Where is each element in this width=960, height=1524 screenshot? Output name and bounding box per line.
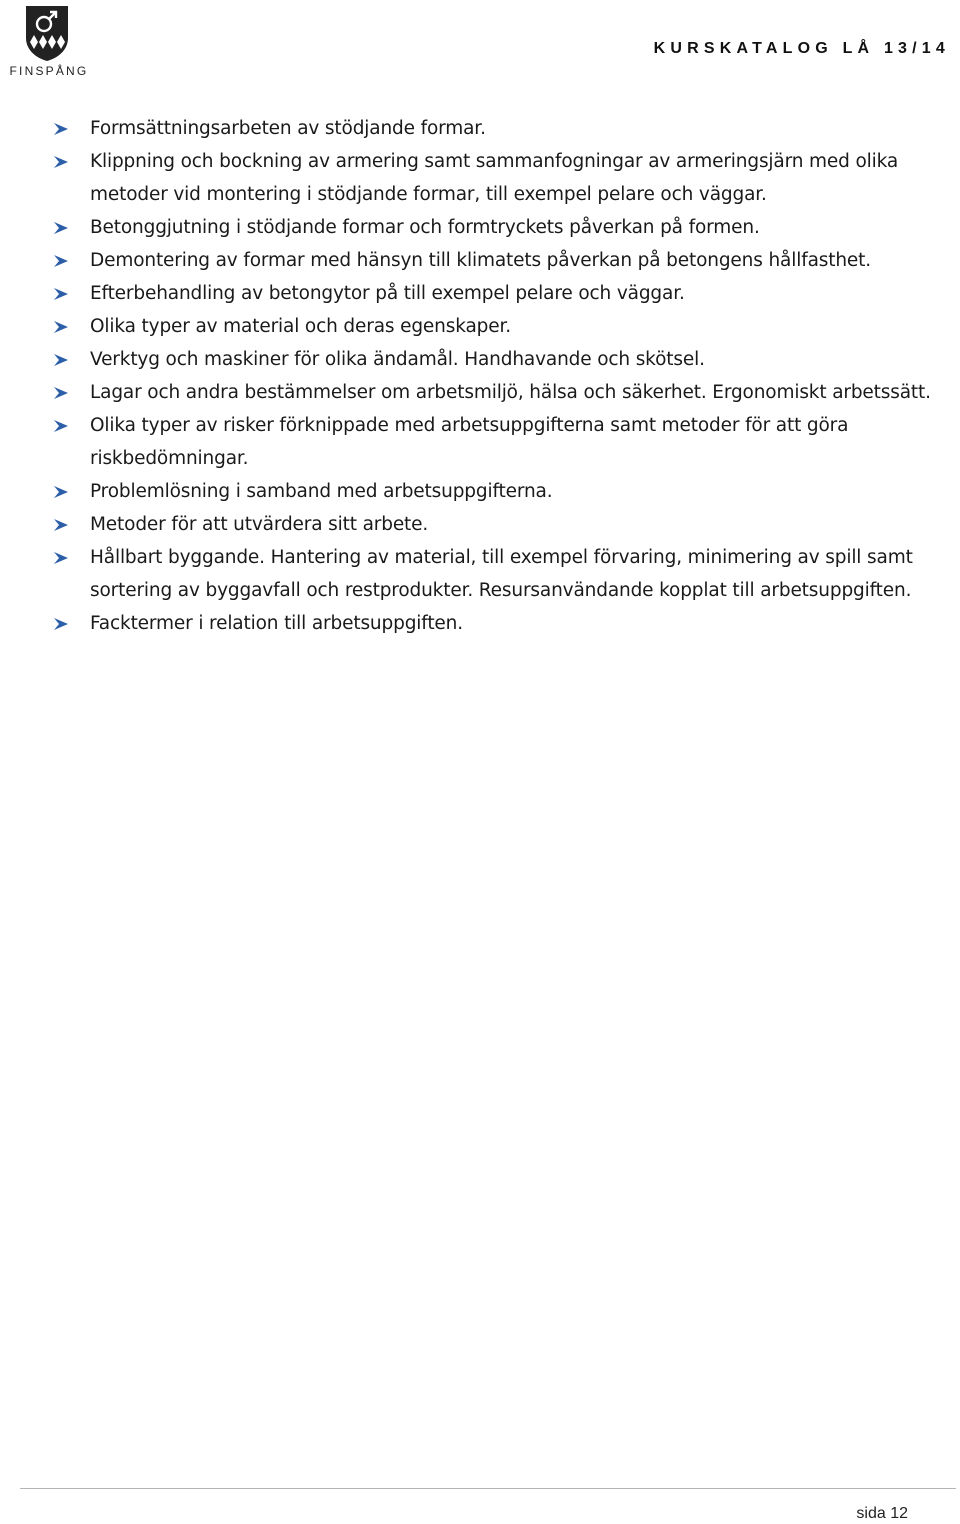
page-number: sida 12: [856, 1505, 908, 1522]
arrow-bullet-icon: [54, 255, 68, 267]
list-item: [48, 409, 953, 475]
coat-of-arms-icon: [4, 4, 90, 62]
list-item-text: Lagar och andra bestämmelser om arbetsmiljö, hälsa och säkerhet. Ergonomiskt arbetssätt.: [90, 382, 931, 403]
arrow-bullet-icon: [54, 354, 68, 366]
list-item: [48, 343, 953, 376]
arrow-bullet-icon: [54, 321, 68, 333]
arrow-bullet-icon: [54, 156, 68, 168]
list-item: [48, 376, 953, 409]
finspang-logo: [4, 4, 90, 80]
list-item-text: Facktermer i relation till arbetsuppgiften.: [90, 613, 463, 634]
list-item: [48, 607, 953, 640]
logo-text: FINSPÅNG: [9, 64, 89, 78]
arrow-bullet-icon: [54, 420, 68, 432]
list-item-text: Hållbart byggande. Hantering av material, till exempel förvaring, minimering av spill samt sortering av byggavfall och restprodukter. Resursanvändande kopplat till arbetsuppgiften.: [90, 547, 913, 601]
list-item-text: Olika typer av material och deras egenskaper.: [90, 316, 511, 337]
list-item: [48, 310, 953, 343]
list-item: [48, 112, 953, 145]
arrow-bullet-icon: [54, 486, 68, 498]
list-item: [48, 211, 953, 244]
list-item: [48, 145, 953, 211]
list-item: [48, 475, 953, 508]
arrow-bullet-icon: [54, 618, 68, 630]
document-title: KURSKATALOG LÅ 13/14: [653, 40, 950, 57]
list-item-text: Olika typer av risker förknippade med arbetsuppgifterna samt metoder för att göra riskbedömningar.: [90, 415, 849, 469]
course-content: [48, 112, 953, 640]
bullet-list: [48, 112, 953, 640]
arrow-bullet-icon: [54, 288, 68, 300]
list-item: [48, 277, 953, 310]
list-item-text: Metoder för att utvärdera sitt arbete.: [90, 514, 429, 535]
arrow-bullet-icon: [54, 552, 68, 564]
list-item-text: Demontering av formar med hänsyn till klimatets påverkan på betongens hållfasthet.: [90, 250, 871, 271]
list-item-text: Klippning och bockning av armering samt sammanfogningar av armeringsjärn med olika metoder vid montering i stödjande formar, till exempel pelare och väggar.: [90, 151, 899, 205]
list-item-text: Verktyg och maskiner för olika ändamål. Handhavande och skötsel.: [90, 349, 705, 370]
list-item-text: Problemlösning i samband med arbetsuppgifterna.: [90, 481, 553, 502]
arrow-bullet-icon: [54, 519, 68, 531]
list-item-text: Efterbehandling av betongytor på till exempel pelare och väggar.: [90, 283, 685, 304]
list-item-text: Formsättningsarbeten av stödjande formar.: [90, 118, 486, 139]
arrow-bullet-icon: [54, 123, 68, 135]
list-item: [48, 508, 953, 541]
list-item: [48, 541, 953, 607]
footer-divider: [20, 1488, 956, 1489]
arrow-bullet-icon: [54, 387, 68, 399]
list-item-text: Betonggjutning i stödjande formar och formtryckets påverkan på formen.: [90, 217, 760, 238]
list-item: [48, 244, 953, 277]
arrow-bullet-icon: [54, 222, 68, 234]
